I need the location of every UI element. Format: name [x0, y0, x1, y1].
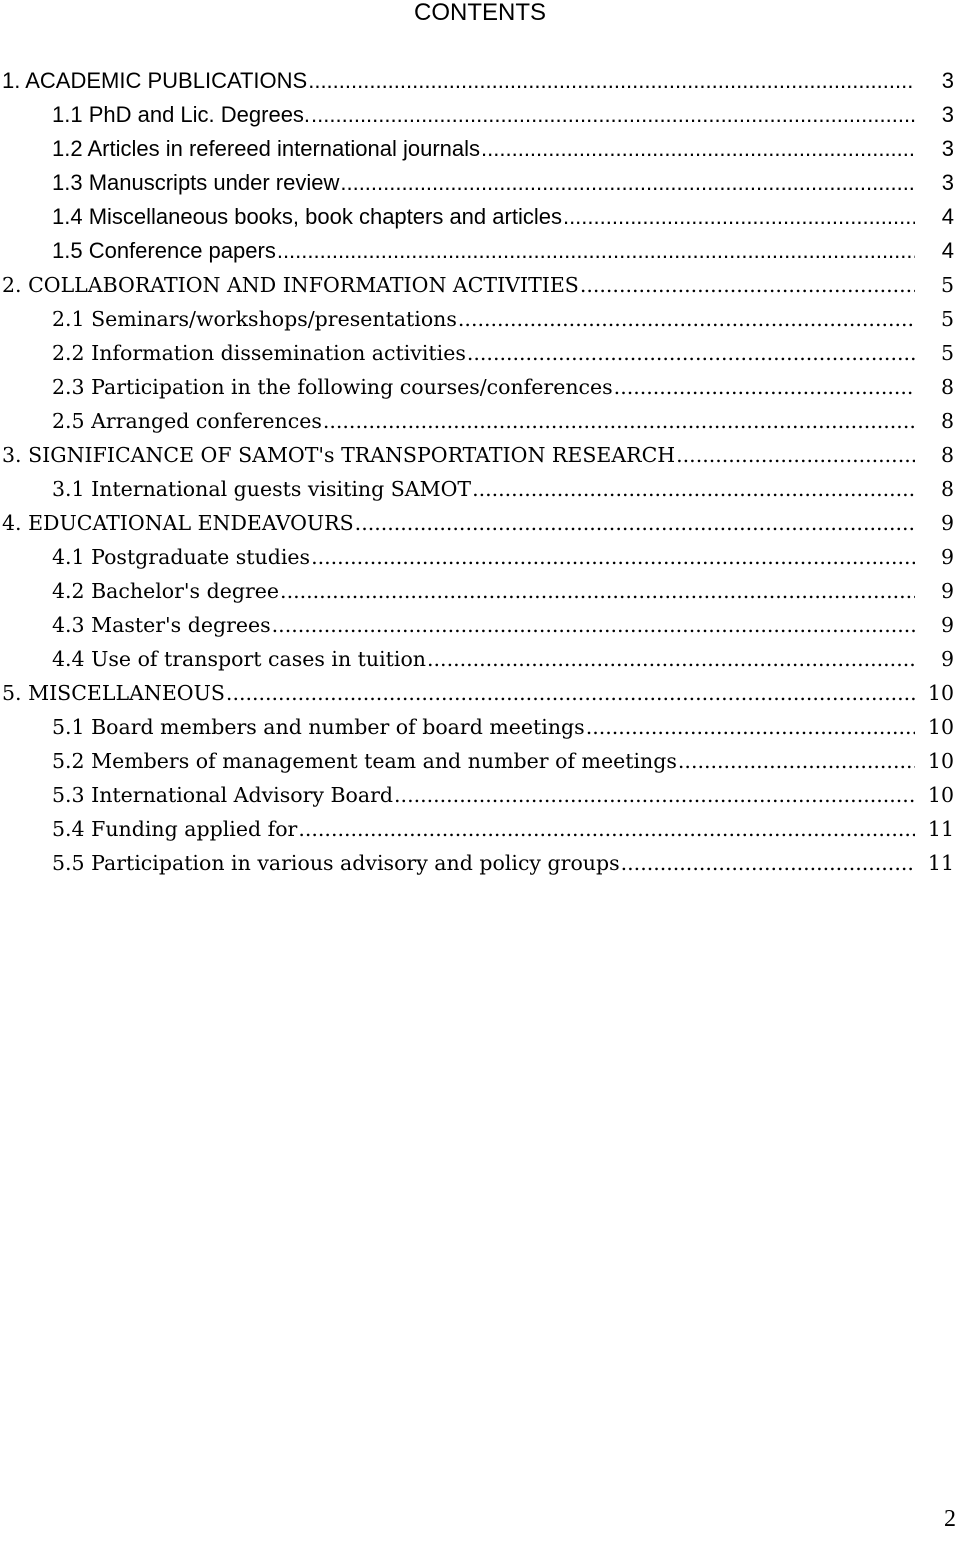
toc-leader-dots: [472, 472, 915, 506]
toc-entry[interactable]: [0, 540, 960, 574]
toc-entry-label: 2.3 Participation in the following courses/conferences: [52, 375, 613, 399]
toc-entry-label: 3.1 International guests visiting SAMOT: [52, 477, 472, 501]
toc-entry-page: 11: [927, 817, 954, 841]
toc-entry[interactable]: [0, 166, 960, 200]
toc-entry-page: 11: [927, 851, 954, 875]
toc-leader-dots: [676, 438, 915, 472]
toc-leader-dots: [277, 234, 915, 268]
toc-entry-label: 2.5 Arranged conferences: [52, 409, 322, 433]
toc-leader-dots: [586, 710, 915, 744]
toc-entry-label: 2.2 Information dissemination activities: [52, 341, 466, 365]
toc-entry-label: 3. SIGNIFICANCE OF SAMOT's TRANSPORTATION RESEARCH: [2, 443, 676, 467]
toc-entry[interactable]: [0, 268, 960, 302]
toc-leader-dots: [355, 506, 915, 540]
toc-entry[interactable]: [0, 778, 960, 812]
toc-leader-dots: [340, 166, 915, 200]
toc-entry-label: 1.3 Manuscripts under review: [52, 170, 340, 195]
toc-leader-dots: [458, 302, 915, 336]
toc-entry[interactable]: [0, 574, 960, 608]
toc-leader-dots: [467, 336, 915, 370]
toc-entry-page: 9: [940, 511, 954, 535]
toc-entry[interactable]: [0, 234, 960, 268]
toc-entry[interactable]: [0, 608, 960, 642]
toc-entry-label: 1.4 Miscellaneous books, book chapters and articles: [52, 204, 562, 229]
toc-entry[interactable]: [0, 404, 960, 438]
toc-entry[interactable]: [0, 64, 960, 98]
toc-entry-page: 10: [927, 783, 954, 807]
toc-leader-dots: [323, 404, 915, 438]
toc-entry-page: 8: [940, 409, 954, 433]
toc-entry-page: 8: [940, 375, 954, 399]
toc-leader-dots: [311, 540, 915, 574]
toc-entry[interactable]: [0, 744, 960, 778]
toc-entry-page: 4: [941, 204, 954, 229]
toc-entry-page: 10: [927, 715, 954, 739]
toc-leader-dots: [272, 608, 915, 642]
toc-entry[interactable]: [0, 132, 960, 166]
toc-entry-page: 5: [940, 307, 954, 331]
toc-entry[interactable]: [0, 472, 960, 506]
toc-leader-dots: [678, 744, 915, 778]
toc-entry-label: 2.1 Seminars/workshops/presentations: [52, 307, 457, 331]
toc-entry[interactable]: [0, 336, 960, 370]
toc-entry-page: 3: [941, 136, 954, 161]
toc-entry-page: 3: [941, 68, 954, 93]
toc-entry-page: 9: [940, 579, 954, 603]
toc-leader-dots: [298, 812, 915, 846]
toc-entry[interactable]: [0, 506, 960, 540]
toc-entry-page: 9: [940, 545, 954, 569]
toc-entry-label: 4. EDUCATIONAL ENDEAVOURS: [2, 511, 354, 535]
toc-entry-page: 8: [940, 477, 954, 501]
toc-entry-label: 1.5 Conference papers: [52, 238, 276, 263]
toc-leader-dots: [580, 268, 915, 302]
toc-entry-label: 5.2 Members of management team and number of meetings: [52, 749, 677, 773]
toc-leader-dots: [621, 846, 915, 880]
toc-entry-label: 1.2 Articles in refereed international journals: [52, 136, 481, 161]
toc-entry-label: 5.3 International Advisory Board: [52, 783, 394, 807]
toc-entry-page: 3: [941, 102, 954, 127]
toc-leader-dots: [308, 64, 915, 98]
toc-leader-dots: [280, 574, 915, 608]
toc-entry-label: 5.4 Funding applied for: [52, 817, 298, 841]
toc-entry-label: 2. COLLABORATION AND INFORMATION ACTIVITIES: [2, 273, 579, 297]
toc-leader-dots: [427, 642, 915, 676]
toc-leader-dots: [481, 132, 915, 166]
toc-entry-label: 5. MISCELLANEOUS: [2, 681, 225, 705]
toc-entry-label: 5.5 Participation in various advisory and policy groups: [52, 851, 620, 875]
toc-entry-label: 5.1 Board members and number of board meetings: [52, 715, 585, 739]
toc-entry-page: 4: [941, 238, 954, 263]
toc-entry-page: 3: [941, 170, 954, 195]
toc-entry[interactable]: [0, 846, 960, 880]
toc-entry-page: 10: [927, 681, 954, 705]
toc-entry[interactable]: [0, 370, 960, 404]
toc-entry-label: 4.3 Master's degrees: [52, 613, 271, 637]
page-title: CONTENTS: [414, 0, 546, 26]
toc-entry-page: 9: [940, 647, 954, 671]
toc-entry[interactable]: [0, 98, 960, 132]
toc-entry-label: 4.1 Postgraduate studies: [52, 545, 311, 569]
toc-leader-dots: [226, 676, 915, 710]
toc-entry-page: 5: [940, 273, 954, 297]
toc-entry[interactable]: [0, 676, 960, 710]
toc-entry-label: 1.1 PhD and Lic. Degrees.: [52, 102, 311, 127]
toc-entry[interactable]: [0, 642, 960, 676]
toc-leader-dots: [614, 370, 915, 404]
toc-entry[interactable]: [0, 200, 960, 234]
toc-entry-label: 4.4 Use of transport cases in tuition: [52, 647, 427, 671]
toc-entry[interactable]: [0, 302, 960, 336]
toc-entry-page: 9: [940, 613, 954, 637]
toc-entry-label: 1. ACADEMIC PUBLICATIONS: [2, 68, 308, 93]
toc-entry[interactable]: [0, 710, 960, 744]
table-of-contents: [0, 64, 960, 880]
toc-entry[interactable]: [0, 812, 960, 846]
toc-entry-label: 4.2 Bachelor's degree: [52, 579, 280, 603]
toc-entry-page: 5: [940, 341, 954, 365]
page-number: 2: [944, 1506, 956, 1532]
toc-leader-dots: [394, 778, 915, 812]
toc-entry[interactable]: [0, 438, 960, 472]
toc-entry-page: 10: [927, 749, 954, 773]
toc-leader-dots: [311, 98, 915, 132]
toc-leader-dots: [563, 200, 915, 234]
toc-entry-page: 8: [940, 443, 954, 467]
